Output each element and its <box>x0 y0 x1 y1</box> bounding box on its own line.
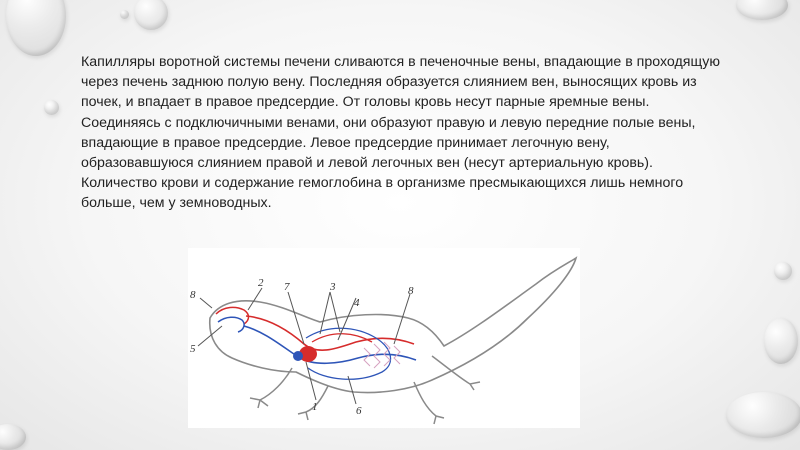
water-drop-decoration <box>726 392 800 438</box>
hind-leg <box>414 382 444 424</box>
figure-label: 8 <box>190 289 196 301</box>
heart-right-atrium <box>293 351 303 361</box>
water-drop-decoration <box>6 0 66 56</box>
slide-text <box>81 52 726 214</box>
paragraph-circulation: Капилляры воротной системы печени сливаются в печеночные вены, впадающие в проходящую через печень заднюю полую вену. Последняя образуется слиянием вен, выносящих кровь из почек, и впадает в правое предсердие. От головы кровь несут парные яремные вены. Соединяясь с подключичными венами, они образуют правую и левую передние полые вены, впадающие в правое предсердие. Левое предсердие принимает легочную вену, образовавшуюся слиянием правой и левой легочных вен (несут артериальную кровь). <box>81 54 721 172</box>
figure-label: 8 <box>408 285 414 297</box>
front-leg <box>250 368 292 408</box>
paragraph-blood-volume: Количество крови и содержание гемоглобина в организме пресмыкающихся лишь немного больше, чем у земноводных. <box>81 175 684 212</box>
water-drop-decoration <box>774 262 792 280</box>
figure-label: 5 <box>190 343 196 355</box>
water-drop-decoration <box>0 424 26 450</box>
figure-label: 1 <box>312 401 318 413</box>
figure-label: 7 <box>284 281 290 293</box>
water-drop-decoration <box>134 0 168 30</box>
lizard-outline <box>210 258 576 393</box>
figure-label: 3 <box>330 281 336 293</box>
reptile-circulation-figure <box>188 248 580 428</box>
water-drop-decoration <box>44 100 59 115</box>
water-drop-decoration <box>764 318 798 364</box>
figure-label: 2 <box>258 277 264 289</box>
water-drop-decoration <box>120 10 129 19</box>
figure-label: 6 <box>356 405 362 417</box>
reptile-circulation-diagram <box>188 248 580 428</box>
figure-label: 4 <box>354 297 360 309</box>
water-drop-decoration <box>736 0 788 20</box>
